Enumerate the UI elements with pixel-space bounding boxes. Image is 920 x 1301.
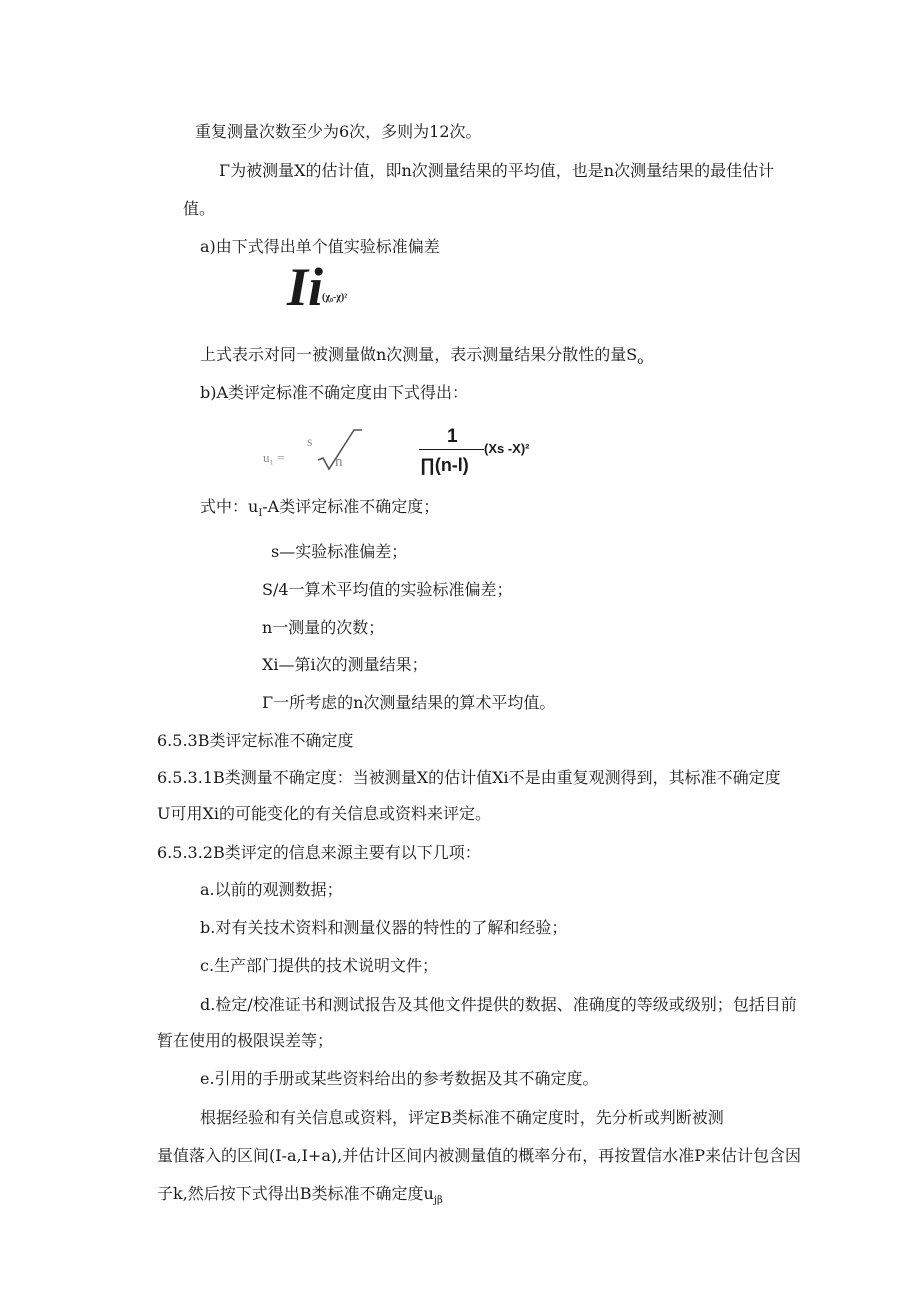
- text-line: 式中：$u_I-A$类评定标准不确定度；: [200, 497, 440, 520]
- text-line: Γ一所考虑的n次测量结果的算术平均值。: [262, 693, 556, 712]
- list-item: c.生产部门提供的技术说明文件；: [200, 956, 439, 975]
- text-line: 量值落入的区间(I-a,I+a),并估计区间内被测量值的概率分布，再按置信水准P来估计包含因: [157, 1146, 801, 1165]
- text-line: s—实验标准偏差；: [271, 542, 408, 561]
- text-line: b)A类评定标准不确定度由下式得出：: [200, 383, 469, 402]
- text-line: 根据经验和有关信息或资料，评定B类标准不确定度时，先分析或判断被测: [200, 1108, 724, 1127]
- text-line: 子k,然后按下式得出B类标准不确定度$u_{j\beta}$: [157, 1184, 443, 1207]
- fraction-denominator: ∏(n-l): [420, 455, 469, 475]
- list-item: b.对有关技术资料和测量仪器的特性的了解和经验；: [200, 918, 568, 937]
- list-item: a.以前的观测数据；: [200, 880, 343, 899]
- formula-lhs: u₁ =: [263, 450, 285, 465]
- text-line: a)由下式得出单个值实验标准偏差: [200, 237, 440, 256]
- fraction-numerator: 1: [447, 426, 458, 447]
- text-line: 值。: [183, 199, 216, 218]
- formula-s: s: [307, 435, 313, 450]
- list-item: d.检定/校准证书和测试报告及其他文件提供的数据、准确度的等级或级别；包括目前: [200, 995, 797, 1014]
- section-heading: 6.5.3B类评定标准不确定度: [157, 731, 354, 750]
- text-line: Γ为被测量X的估计值，即n次测量结果的平均值，也是n次测量结果的最佳估计: [219, 161, 775, 180]
- list-item-continuation: 暂在使用的极限误差等；: [157, 1031, 334, 1050]
- section-heading: 6.5.3.2B类评定的信息来源主要有以下几项：: [157, 843, 481, 862]
- fraction-bar: [419, 449, 484, 450]
- list-item: e.引用的手册或某些资料给出的参考数据及其不确定度。: [200, 1069, 599, 1088]
- text-line: 上式表示对同一被测量做n次测量，表示测量结果分散性的量$S_o$: [200, 345, 644, 368]
- formula-main-symbol: Ii: [287, 257, 324, 317]
- formula-subscript: (χ₀-χ)²: [322, 292, 348, 303]
- formula-n: n: [335, 454, 343, 470]
- text-line: 重复测量次数至少为6次，多则为12次。: [195, 122, 482, 141]
- text-line: 6.5.3.1B类测量不确定度：当被测量X的估计值Xi不是由重复观测得到，其标准不确定度: [157, 768, 781, 787]
- text-line: n一测量的次数；: [262, 618, 385, 637]
- text-line: Xi—第i次的测量结果；: [262, 655, 428, 674]
- text-line: U可用Xi的可能变化的有关信息或资料来评定。: [157, 804, 491, 823]
- formula-tail: (Xs -X)²: [484, 441, 530, 456]
- text-line: S/4一算术平均值的实验标准偏差；: [262, 580, 513, 599]
